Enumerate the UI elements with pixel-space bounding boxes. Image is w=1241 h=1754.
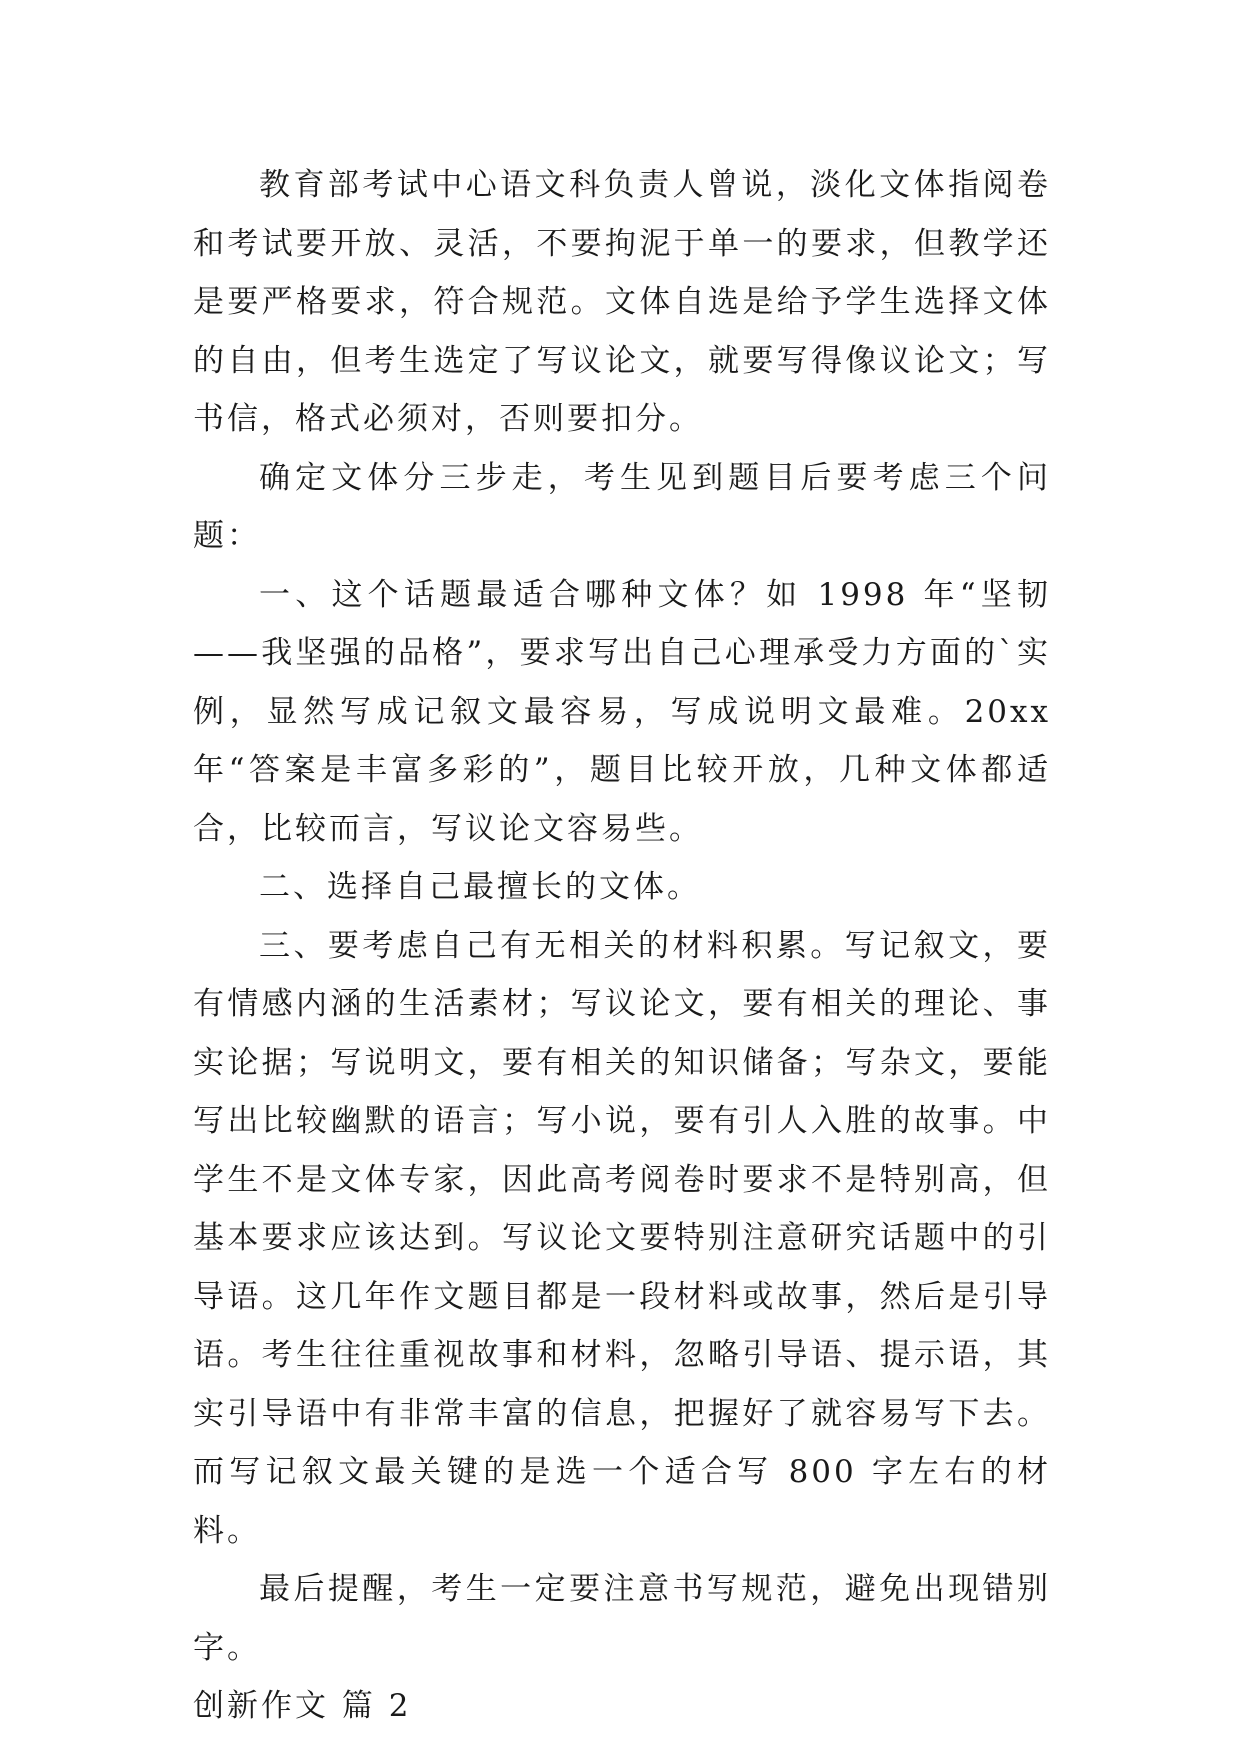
paragraph-3: 一、这个话题最适合哪种文体？如 1998 年“坚韧——我坚强的品格”，要求写出自己心理承受力方面的`实例，显然写成记叙文最容易，写成说明文最难。20xx 年“答案是丰富多彩的”，题目比较开放，几种文体都适合，比较而言，写议论文容易些。 <box>193 576 1051 847</box>
document-body <box>193 156 1051 1736</box>
paragraph-5: 三、要考虑自己有无相关的材料积累。写记叙文，要有情感内涵的生活素材；写议论文，要有相关的理论、事实论据；写说明文，要有相关的知识储备；写杂文，要能写出比较幽默的语言；写小说，要有引人入胜的故事。中学生不是文体专家，因此高考阅卷时要求不是特别高，但基本要求应该达到。写议论文要特别注意研究话题中的引导语。这几年作文题目都是一段材料或故事，然后是引导语。考生往往重视故事和材料，忽略引导语、提示语，其实引导语中有非常丰富的信息，把握好了就容易写下去。而写记叙文最关键的是选一个适合写 800 字左右的材料。 <box>193 927 1051 1549</box>
paragraph-4: 二、选择自己最擅长的文体。 <box>259 869 701 905</box>
paragraph-2: 确定文体分三步走，考生见到题目后要考虑三个问题： <box>193 459 1051 554</box>
paragraph-1: 教育部考试中心语文科负责人曾说，淡化文体指阅卷和考试要开放、灵活，不要拘泥于单一的要求，但教学还是要严格要求，符合规范。文体自选是给予学生选择文体的自由，但考生选定了写议论文，就要写得像议论文；写书信，格式必须对，否则要扣分。 <box>193 167 1051 437</box>
section-heading: 创新作文 篇 2 <box>193 1688 412 1724</box>
paragraph-6: 最后提醒，考生一定要注意书写规范，避免出现错别字。 <box>193 1571 1051 1666</box>
